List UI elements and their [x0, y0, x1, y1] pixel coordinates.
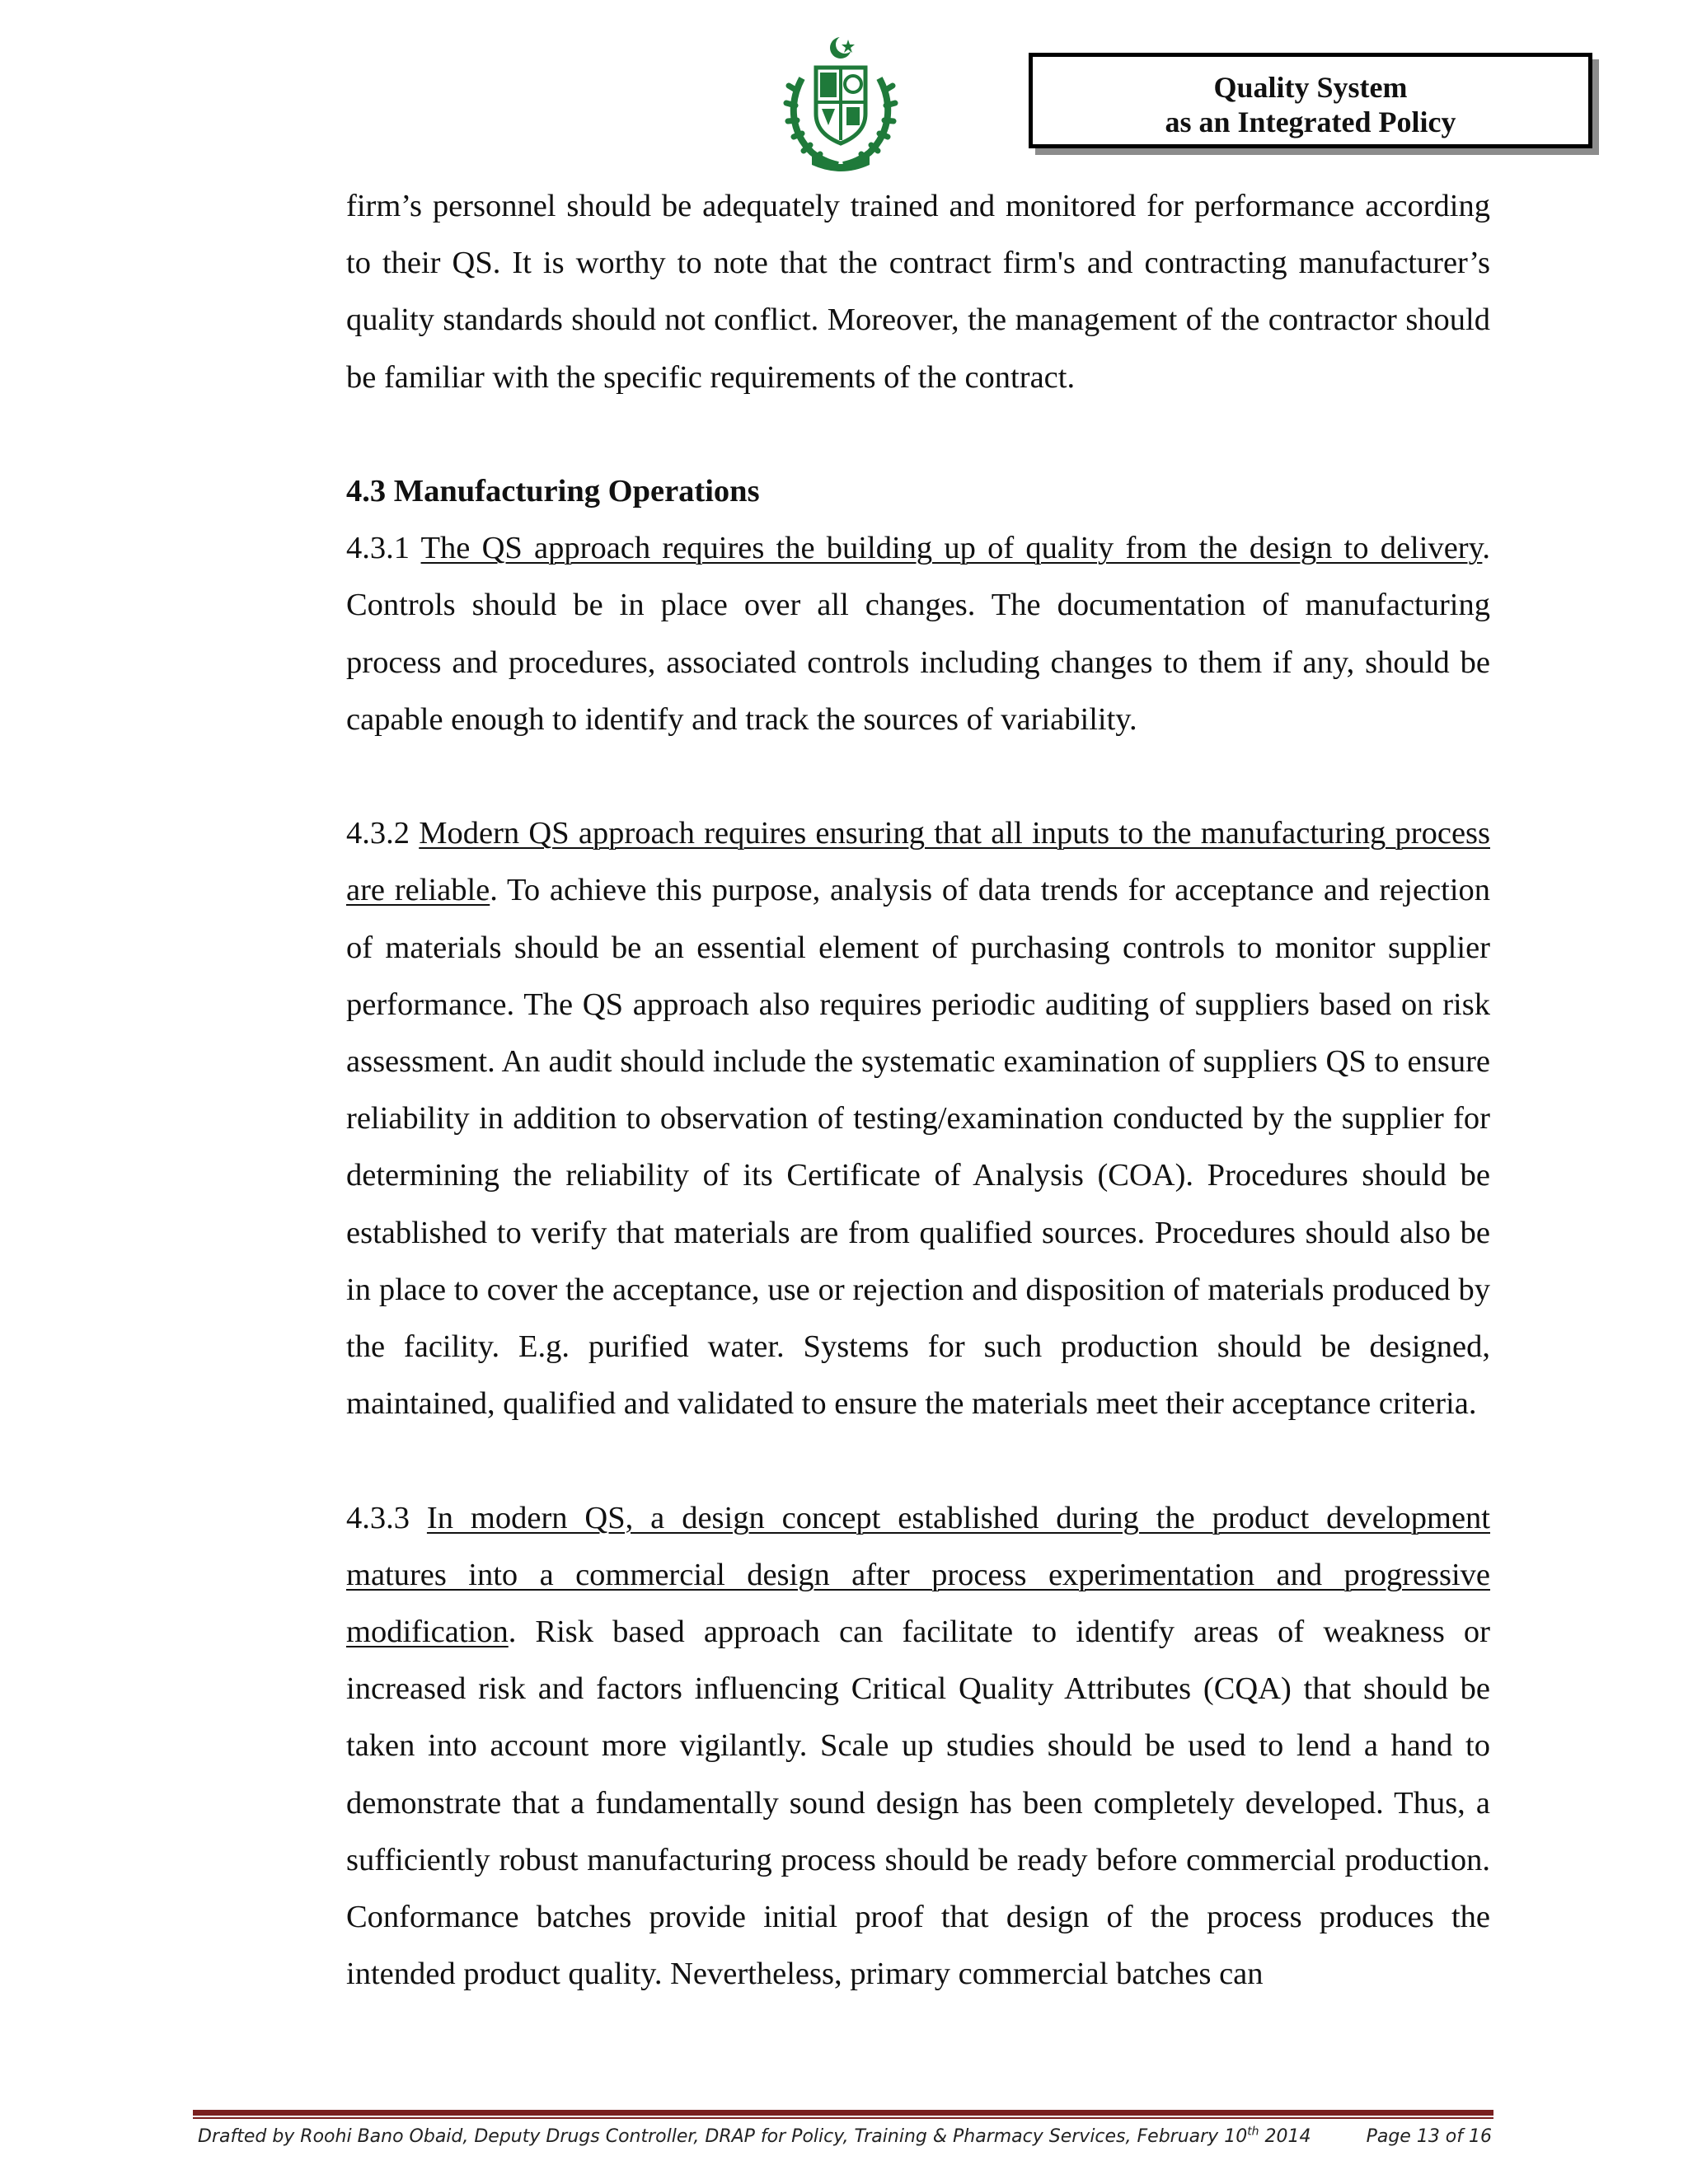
paragraph-4-3-2 — [346, 805, 1490, 1432]
underlined-lead-4-3-2: Modern QS approach requires ensuring that all inputs to the manufacturing process are reliable — [346, 816, 1490, 908]
state-emblem-logo — [779, 33, 903, 173]
spacer — [346, 1432, 1490, 1489]
underlined-lead-4-3-3: In modern QS, a design concept established during the product development matures into a commercial design after process experimentation and progressive modification — [346, 1500, 1490, 1650]
spacer — [346, 748, 1490, 805]
document-title-box — [1029, 53, 1592, 148]
footer-divider — [193, 2110, 1493, 2116]
paragraph-4-3-1 — [346, 520, 1490, 748]
title-line-quality-system: Quality System — [1213, 71, 1408, 104]
footer-date-superscript: th — [1247, 2125, 1259, 2139]
page-number: Page 13 of 16 — [1366, 2126, 1492, 2147]
section-number-4-3-2: 4.3.2 — [346, 816, 420, 851]
paragraph-text-4-3-3: . Risk based approach can facilitate to identify areas of weakness or increased risk and factors influencing Critical Quality Attributes (CQA) that should be taken into account more vigilantly. Scale up studies should be used to lend a hand to demonstrate that a fundamentally sound design has been completely developed. Thus, a sufficiently robust manufacturing process should be ready before commercial production. Conformance batches provide initial proof that design of the process produces the intended product quality. Nevertheless, primary commercial batches can — [346, 1615, 1490, 1992]
paragraph-4-3-3 — [346, 1490, 1490, 2004]
page-footer — [198, 2122, 1492, 2152]
section-number-4-3-3: 4.3.3 — [346, 1500, 427, 1535]
underlined-lead-4-3-1: The QS approach requires the building up of quality from the design to delivery — [420, 531, 1483, 566]
document-body — [346, 178, 1490, 2003]
section-number-4-3-1: 4.3.1 — [346, 531, 421, 566]
paragraph-text-4-3-1: . Controls should be in place over all changes. The documentation of manufacturing process and procedures, associated controls including changes to them if any, should be capable enough to identify and track the sources of variability. — [346, 531, 1490, 737]
section-heading-4-3: 4.3 Manufacturing Operations — [346, 474, 760, 509]
footer-drafted-text: Drafted by Roohi Bano Obaid, Deputy Drugs Controller, DRAP for Policy, Training & Pharmacy Services, February 10 — [198, 2126, 1248, 2147]
paragraph-text-4-3-2: . To achieve this purpose, analysis of data trends for acceptance and rejection of materials should be an essential element of purchasing controls to monitor supplier performance. The QS approach also requires periodic auditing of suppliers based on risk assessment. An audit should include the systematic examination of suppliers QS to ensure reliability in addition to observation of testing/examination conducted by the supplier for determining the reliability of its Certificate of Analysis (COA). Procedures should be established to verify that materials are from qualified sources. Procedures should also be in place to cover the acceptance, use or rejection and disposition of materials produced by the facility. E.g. purified water. Systems for such production should be designed, maintained, qualified and validated to ensure the materials meet their acceptance criteria. — [346, 873, 1491, 1422]
title-line-integrated-policy: as an Integrated Policy — [1165, 105, 1456, 138]
footer-year: 2014 — [1259, 2126, 1311, 2147]
footer-divider-thin — [193, 2117, 1493, 2119]
intro-paragraph: firm’s personnel should be adequately trained and monitored for performance according to their QS. It is worthy to note that the contract firm's and contracting manufacturer’s quality standards should not conflict. Moreover, the management of the contractor should be familiar with the specific requirements of the contract. — [346, 189, 1490, 395]
footer-drafted-by — [198, 2126, 1311, 2147]
spacer — [346, 406, 1490, 463]
